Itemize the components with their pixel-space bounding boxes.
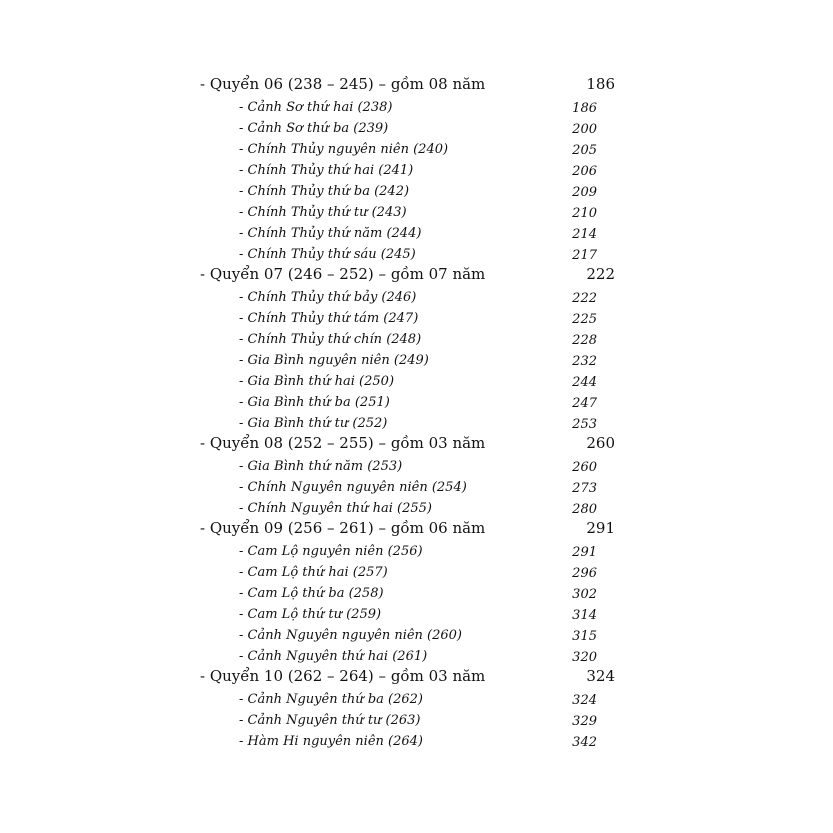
entry-title: - Cảnh Nguyên thứ ba (262) xyxy=(239,691,423,707)
toc-entry xyxy=(0,307,833,328)
entry-title: - Chính Thủy thứ năm (244) xyxy=(239,226,422,242)
volume-page-number: 186 xyxy=(586,75,615,93)
entry-title: - Chính Thủy thứ tám (247) xyxy=(239,310,419,326)
toc-volume-heading xyxy=(0,264,833,286)
entry-page-number: 324 xyxy=(572,692,597,708)
toc-entry xyxy=(0,476,833,497)
entry-page-number: 200 xyxy=(572,121,597,137)
toc-entry xyxy=(0,561,833,582)
toc-entry xyxy=(0,222,833,243)
entry-page-number: 315 xyxy=(572,629,597,645)
entry-title: - Cam Lộ nguyên niên (256) xyxy=(239,543,423,559)
entry-title: - Cảnh Nguyên thứ hai (261) xyxy=(239,649,428,665)
toc-entry xyxy=(0,455,833,476)
volume-title: - Quyển 07 (246 – 252) – gồm 07 năm xyxy=(200,265,486,284)
toc-entry xyxy=(0,497,833,518)
entry-page-number: 206 xyxy=(572,163,597,179)
entry-page-number: 302 xyxy=(572,586,597,602)
toc-entry xyxy=(0,645,833,666)
entry-title: - Gia Bình thứ hai (250) xyxy=(239,374,395,390)
entry-page-number: 228 xyxy=(572,332,597,348)
entry-page-number: 186 xyxy=(572,100,597,116)
entry-page-number: 222 xyxy=(572,290,597,306)
entry-page-number: 253 xyxy=(572,417,597,433)
volume-title: - Quyển 10 (262 – 264) – gồm 03 năm xyxy=(200,667,486,686)
entry-page-number: 247 xyxy=(572,396,597,412)
entry-page-number: 291 xyxy=(572,544,597,560)
toc-entry xyxy=(0,138,833,159)
entry-title: - Chính Thủy thứ bảy (246) xyxy=(239,289,417,305)
entry-page-number: 209 xyxy=(572,184,597,200)
entry-page-number: 314 xyxy=(572,607,597,623)
entry-page-number: 260 xyxy=(572,459,597,475)
entry-title: - Chính Thủy thứ hai (241) xyxy=(239,162,414,178)
toc-entry xyxy=(0,688,833,709)
entry-page-number: 210 xyxy=(572,205,597,221)
entry-page-number: 329 xyxy=(572,713,597,729)
toc-entry xyxy=(0,370,833,391)
entry-title: - Chính Thủy thứ tư (243) xyxy=(239,204,407,220)
toc-volume-heading xyxy=(0,518,833,540)
toc-entry xyxy=(0,540,833,561)
entry-title: - Chính Nguyên nguyên niên (254) xyxy=(239,480,467,495)
toc-entry xyxy=(0,730,833,751)
toc-entry xyxy=(0,328,833,349)
toc-entry xyxy=(0,286,833,307)
entry-page-number: 217 xyxy=(572,248,597,264)
volume-title: - Quyển 08 (252 – 255) – gồm 03 năm xyxy=(200,434,486,453)
toc-entry xyxy=(0,709,833,730)
volume-page-number: 260 xyxy=(586,434,615,453)
toc-entry xyxy=(0,180,833,201)
toc-entry xyxy=(0,201,833,222)
volume-title: - Quyển 09 (256 – 261) – gồm 06 năm xyxy=(200,519,486,538)
entry-title: - Chính Thủy nguyên niên (240) xyxy=(239,141,449,157)
toc-entry xyxy=(0,582,833,603)
entry-page-number: 244 xyxy=(572,375,597,391)
toc-volume-heading xyxy=(0,433,833,455)
entry-title: - Gia Bình thứ năm (253) xyxy=(239,458,403,474)
entry-title: - Hàm Hi nguyên niên (264) xyxy=(239,733,423,749)
entry-title: - Gia Bình thứ ba (251) xyxy=(239,395,390,411)
entry-page-number: 232 xyxy=(572,354,597,370)
volume-page-number: 291 xyxy=(586,519,615,538)
volume-page-number: 324 xyxy=(586,667,615,686)
toc-entry xyxy=(0,603,833,624)
entry-title: - Chính Thủy thứ ba (242) xyxy=(239,183,410,199)
toc-volume-heading xyxy=(0,74,833,96)
entry-title: - Gia Bình nguyên niên (249) xyxy=(239,353,429,369)
toc-entry xyxy=(0,243,833,264)
table-of-contents xyxy=(0,74,833,751)
entry-title: - Chính Nguyên thứ hai (255) xyxy=(239,501,432,517)
entry-page-number: 320 xyxy=(572,650,597,666)
toc-entry xyxy=(0,624,833,645)
entry-page-number: 342 xyxy=(572,734,597,750)
toc-entry xyxy=(0,96,833,117)
toc-entry xyxy=(0,412,833,433)
toc-volume-heading xyxy=(0,666,833,688)
entry-page-number: 296 xyxy=(572,565,597,581)
entry-title: - Cảnh Nguyên nguyên niên (260) xyxy=(239,628,463,644)
volume-title: - Quyển 06 (238 – 245) – gồm 08 năm xyxy=(200,75,486,93)
entry-page-number: 214 xyxy=(572,227,597,243)
entry-title: - Gia Bình thứ tư (252) xyxy=(239,416,388,432)
entry-title: - Chính Thủy thứ chín (248) xyxy=(239,331,422,347)
entry-page-number: 205 xyxy=(572,142,597,158)
entry-title: - Cảnh Sơ thứ ba (239) xyxy=(239,120,389,136)
entry-title: - Cam Lộ thứ tư (259) xyxy=(239,606,382,622)
toc-entry xyxy=(0,159,833,180)
entry-title: - Cam Lộ thứ ba (258) xyxy=(239,585,384,601)
entry-title: - Cam Lộ thứ hai (257) xyxy=(239,564,388,580)
toc-entry xyxy=(0,349,833,370)
toc-entry xyxy=(0,117,833,138)
entry-title: - Cảnh Nguyên thứ tư (263) xyxy=(239,712,421,728)
entry-page-number: 225 xyxy=(572,311,597,327)
entry-page-number: 280 xyxy=(572,502,597,518)
entry-title: - Cảnh Sơ thứ hai (238) xyxy=(239,99,393,115)
entry-title: - Chính Thủy thứ sáu (245) xyxy=(239,247,416,263)
toc-entry xyxy=(0,391,833,412)
volume-page-number: 222 xyxy=(586,265,615,284)
entry-page-number: 273 xyxy=(572,481,597,496)
